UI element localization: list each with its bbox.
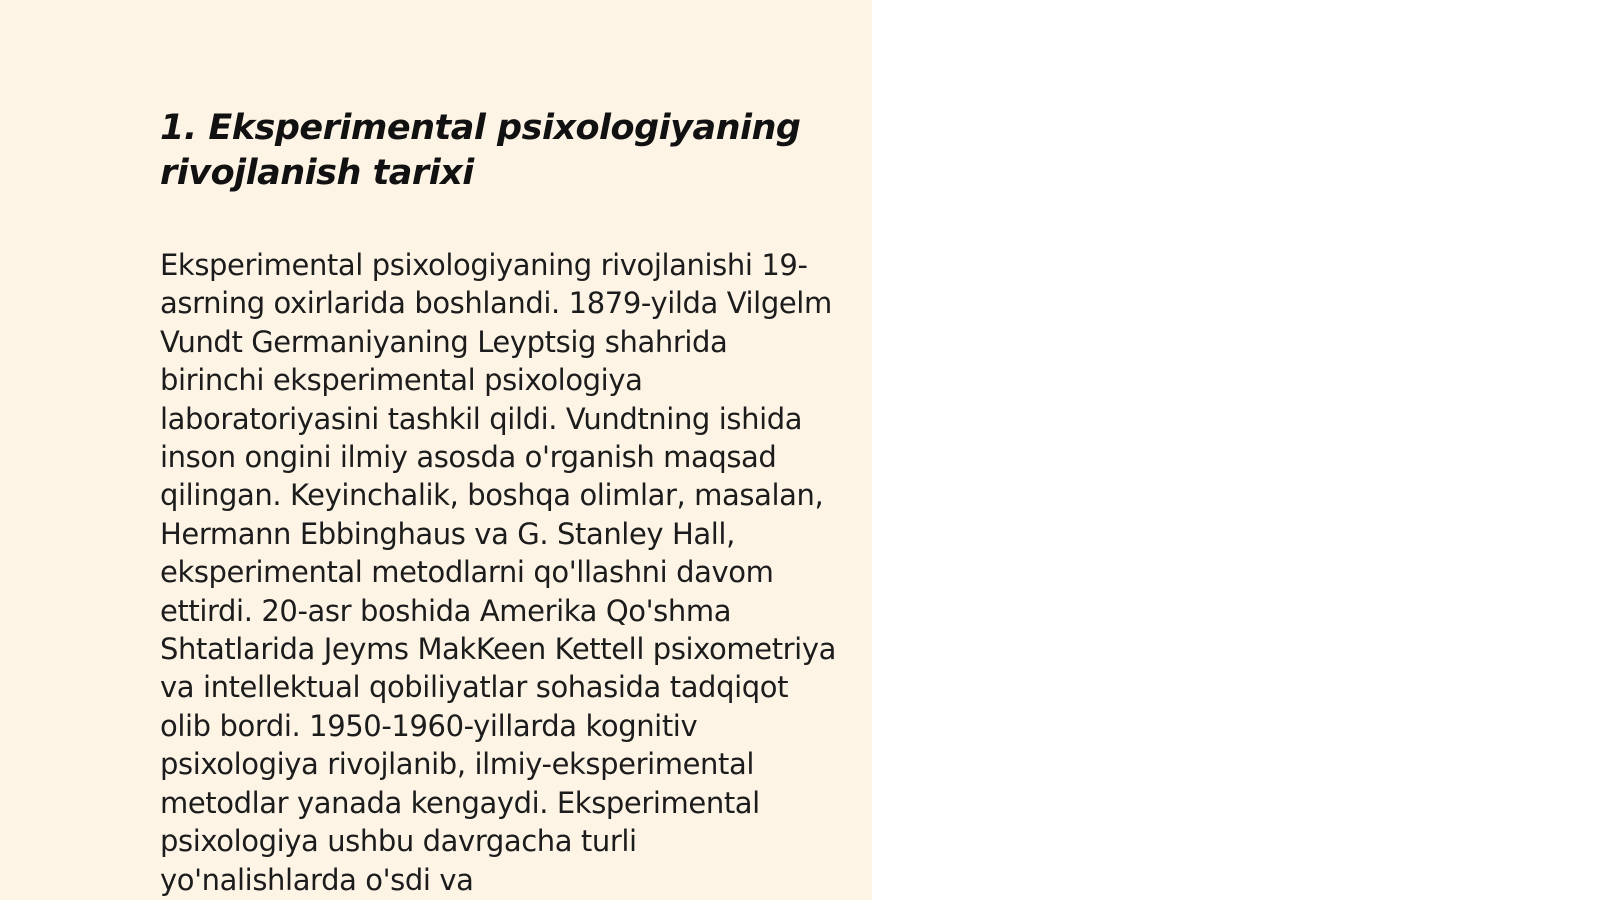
slide-title: 1. Eksperimental psixologiyaning rivojlanish tarixi bbox=[160, 108, 801, 193]
slide-body-text: Eksperimental psixologiyaning rivojlanishi 19-asrning oxirlarida boshlandi. 1879-yilda Vilgelm Vundt Germaniyaning Leyptsig shahrida birinchi eksperimental psixologiya laboratoriyasini tashkil qildi. Vundtning ishida inson ongini ilmiy asosda o'rganish maqsad qilingan. Keyinchalik, boshqa olimlar, masalan, Hermann Ebbinghaus va G. Stanley Hall, eksperimental metodlarni qo'llashni davom ettirdi. 20-asr boshida Amerika Qo'shma Shtatlarida Jeyms MakKeen Kettell psixometriya va intellektual qobiliyatlar sohasida tadqiqot olib bordi. 1950-1960-yillarda kognitiv psixologiya rivojlanib, ilmiy-eksperimental metodlar yanada kengaydi. Eksperimental psixologiya ushbu davrgacha turli yo'nalishlarda o'sdi va bbox=[160, 248, 836, 897]
image-panel bbox=[872, 0, 1600, 900]
